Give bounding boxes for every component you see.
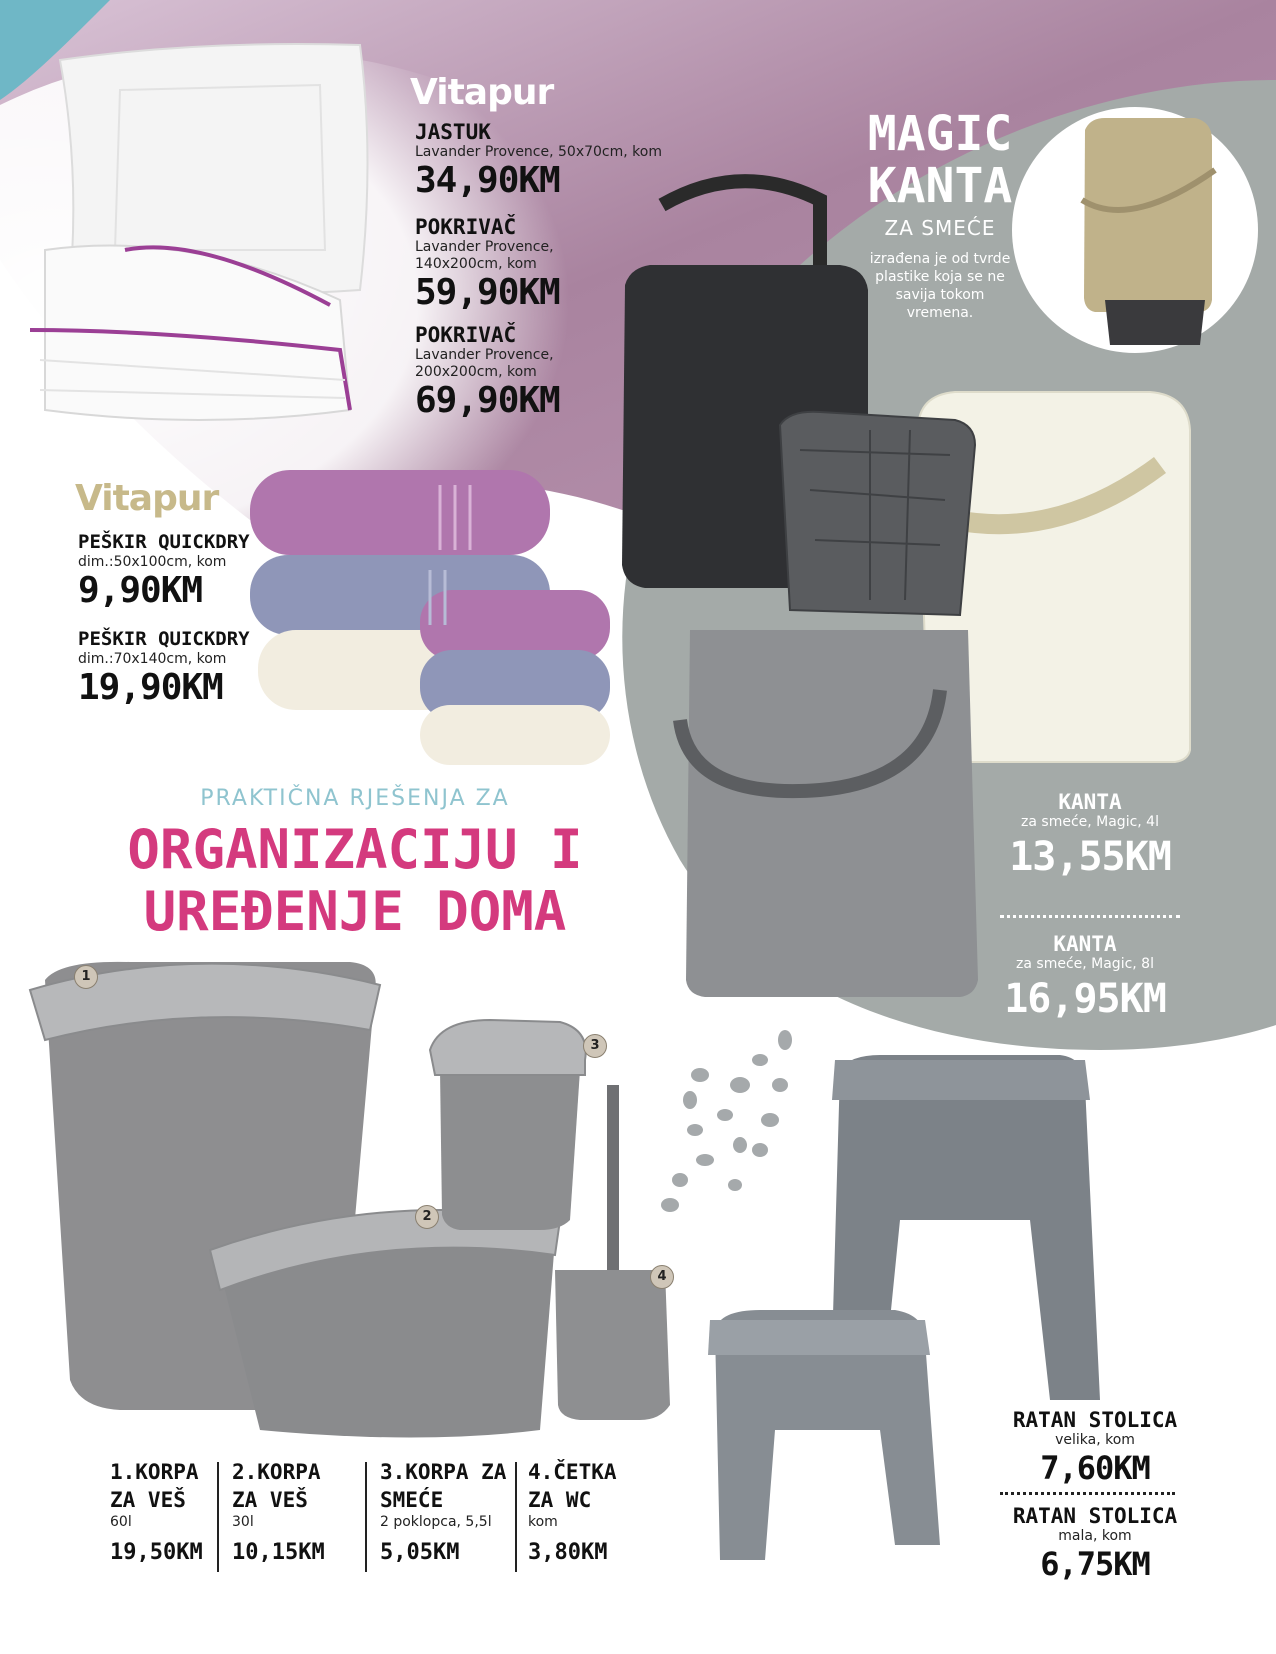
vitapur-logo: Vitapur: [410, 72, 554, 113]
product-price: 10,15KM: [232, 1540, 325, 1565]
kanta-divider: [1000, 915, 1180, 918]
product-name: KANTA: [1053, 932, 1117, 956]
headline-line2: UREĐENJE DOMA: [143, 880, 567, 943]
product-desc: mala, kom: [1058, 1528, 1132, 1544]
product-name: 3.KORPA ZA SMEĆE: [380, 1460, 507, 1512]
product-price: 34,90KM: [415, 160, 560, 201]
product-price: 3,80KM: [528, 1540, 608, 1565]
product-price: 59,90KM: [415, 272, 560, 313]
headline-kicker: PRAKTIČNA RJEŠENJA ZA: [200, 786, 510, 811]
product-desc: velika, kom: [1055, 1432, 1135, 1448]
product-name: RATAN STOLICA: [1012, 1408, 1178, 1432]
product-pokrivac-200: [415, 323, 715, 421]
product-name: KANTA: [1058, 790, 1122, 814]
product-name: POKRIVAČ: [415, 215, 517, 239]
product-desc: 60l: [110, 1514, 132, 1530]
product-name: JASTUK: [415, 120, 491, 144]
product-price: 69,90KM: [415, 380, 560, 421]
product-jastuk: [415, 120, 715, 201]
product-price: 9,90KM: [78, 570, 203, 611]
ratan-stolica-velika: [990, 1408, 1200, 1487]
product-name: PEŠKIR QUICKDRY: [78, 628, 250, 650]
headline-line1: ORGANIZACIJU I: [127, 818, 583, 881]
product-pokrivac-140: [415, 215, 715, 313]
product-price: 16,95KM: [1004, 976, 1166, 1022]
product-peskir-50: [78, 530, 278, 611]
product-name: 2.KORPA ZA VEŠ: [232, 1460, 321, 1512]
product-desc: dim.:50x100cm, kom: [78, 554, 227, 570]
product-desc: Lavander Provence, 50x70cm, kom: [415, 144, 662, 160]
product-name: POKRIVAČ: [415, 323, 517, 347]
bottom-divider-1: [217, 1462, 219, 1572]
ratan-stolica-mala: [990, 1504, 1200, 1583]
magic-subtitle: ZA SMEĆE: [884, 216, 996, 240]
product-desc: Lavander Provence, 140x200cm, kom: [415, 239, 554, 272]
magic-title-line1: MAGIC: [867, 106, 1013, 162]
kanta-4l: [995, 790, 1185, 883]
bottom-divider-3: [515, 1462, 517, 1572]
badge-4: 4: [650, 1265, 674, 1289]
product-price: 7,60KM: [1040, 1449, 1150, 1487]
product-price: 19,50KM: [110, 1540, 203, 1565]
badge-2: 2: [415, 1205, 439, 1229]
magic-description: izrađena je od tvrde plastike koja se ne savija tokom vremena.: [869, 251, 1011, 321]
product-desc: za smeće, Magic, 8l: [1016, 956, 1154, 972]
decorative-confetti: [661, 1030, 792, 1212]
product-desc: 2 poklopca, 5,5l: [380, 1514, 492, 1530]
stolice-divider: [1000, 1492, 1175, 1495]
product-price: 5,05KM: [380, 1540, 460, 1565]
bottom-item-4: [528, 1458, 638, 1567]
vitapur-towels-block: [78, 530, 278, 708]
bottom-item-3: [380, 1458, 515, 1567]
product-price: 6,75KM: [1040, 1545, 1150, 1583]
product-desc: Lavander Provence, 200x200cm, kom: [415, 347, 554, 380]
gold-bin-image: [1082, 118, 1215, 345]
product-price: 13,55KM: [1009, 834, 1171, 880]
product-peskir-70: [78, 627, 278, 708]
bottom-divider-2: [365, 1462, 367, 1572]
vitapur-logo-2: Vitapur: [75, 478, 219, 519]
laundry-basket-small-image: [210, 1210, 560, 1438]
rattan-stool-small-image: [708, 1310, 940, 1560]
badge-3: 3: [583, 1034, 607, 1058]
product-desc: dim.:70x140cm, kom: [78, 651, 227, 667]
badge-1: 1: [74, 965, 98, 989]
product-name: PEŠKIR QUICKDRY: [78, 531, 250, 553]
waste-basket-image: [430, 1020, 586, 1230]
product-price: 19,90KM: [78, 667, 223, 708]
product-desc: za smeće, Magic, 4l: [1021, 814, 1159, 830]
magic-title-line2: KANTA: [867, 158, 1013, 214]
product-name: 4.ČETKA ZA WC: [528, 1460, 617, 1512]
bottom-item-1: [110, 1458, 215, 1567]
product-name: RATAN STOLICA: [1012, 1504, 1178, 1528]
bottom-item-2: [232, 1458, 342, 1567]
towels-image: [250, 470, 610, 765]
headline-block: [120, 786, 590, 943]
product-desc: kom: [528, 1514, 558, 1530]
vitapur-bedding-block: [415, 120, 715, 421]
kanta-8l: [985, 932, 1185, 1025]
product-desc: 30l: [232, 1514, 254, 1530]
magic-kanta-block: [860, 108, 1020, 322]
product-name: 1.KORPA ZA VEŠ: [110, 1460, 199, 1512]
